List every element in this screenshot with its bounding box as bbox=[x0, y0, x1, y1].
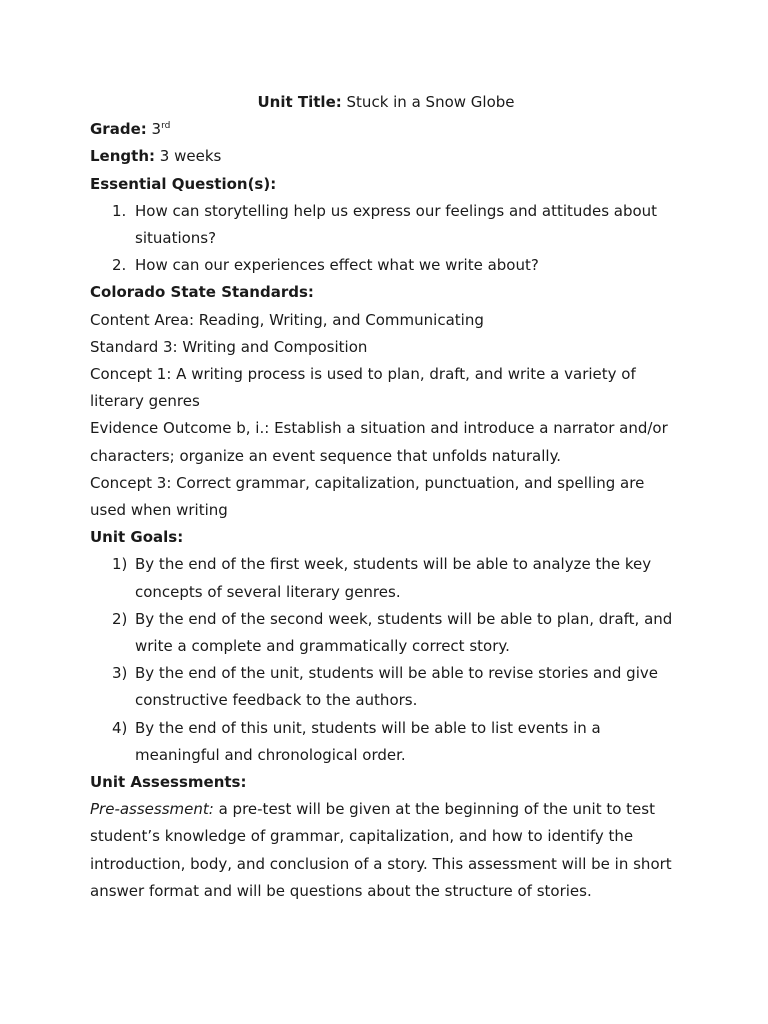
standards-evidence-outcome: Evidence Outcome b, i.: Establish a situation and introduce a narrator and/or characters; organize an event sequence that unfolds naturally. bbox=[90, 419, 668, 465]
standards-heading: Colorado State Standards: bbox=[90, 283, 314, 302]
grade-ordinal: rd bbox=[161, 121, 171, 132]
standards-concept-1: Concept 1: A writing process is used to plan, draft, and write a variety of literary genres bbox=[90, 365, 636, 411]
list-item bbox=[90, 551, 682, 605]
unit-title-line bbox=[90, 89, 682, 116]
list-item bbox=[90, 660, 682, 714]
list-item-text: By the end of the unit, students will be able to revise stories and give constructive feedback to the authors. bbox=[135, 664, 658, 710]
list-item-text: By the end of this unit, students will be able to list events in a meaningful and chronological order. bbox=[135, 718, 601, 764]
list-item bbox=[90, 198, 682, 252]
pre-assessment-label: Pre-assessment: bbox=[90, 800, 214, 819]
list-item bbox=[90, 715, 682, 769]
standards-concept-3: Concept 3: Correct grammar, capitalization, punctuation, and spelling are used when writing bbox=[90, 473, 645, 520]
essential-questions-heading: Essential Question(s): bbox=[90, 174, 277, 193]
unit-assessments-heading: Unit Assessments: bbox=[90, 773, 247, 792]
list-item bbox=[90, 252, 682, 279]
list-item-text: How can our experiences effect what we write about? bbox=[135, 256, 539, 275]
essential-questions-list bbox=[90, 198, 682, 280]
length-value: 3 weeks bbox=[159, 147, 222, 166]
grade-line bbox=[90, 116, 682, 143]
unit-goals-list bbox=[90, 551, 682, 769]
unit-title-label: Unit Title: bbox=[257, 93, 342, 111]
list-item-number: 1) bbox=[112, 555, 128, 574]
pre-assessment-paragraph bbox=[90, 796, 682, 905]
list-item-number: 3) bbox=[112, 664, 128, 683]
grade-value: 3 bbox=[151, 120, 162, 139]
list-item-text: By the end of the second week, students will be able to plan, draft, and write a complete and grammatically correct story. bbox=[135, 609, 673, 656]
list-item-number: 2. bbox=[112, 256, 127, 275]
unit-title-value: Stuck in a Snow Globe bbox=[346, 93, 515, 111]
unit-goals-heading: Unit Goals: bbox=[90, 528, 184, 547]
list-item-number: 4) bbox=[112, 718, 128, 737]
pre-assessment-text: a pre-test will be given at the beginning of the unit to test student’s knowledge of grammar, capitalization, and how to identify the introduction, body, and conclusion of a story. This assessment will be in short answer format and will be questions about the structure of stories. bbox=[90, 800, 672, 900]
grade-label: Grade: bbox=[90, 120, 147, 139]
list-item-text: How can storytelling help us express our feelings and attitudes about situations? bbox=[135, 201, 658, 248]
standards-content-area: Content Area: Reading, Writing, and Communicating bbox=[90, 310, 484, 329]
length-label: Length: bbox=[90, 147, 155, 166]
list-item-text: By the end of the first week, students will be able to analyze the key concepts of several literary genres. bbox=[135, 555, 652, 601]
list-item-number: 1. bbox=[112, 201, 127, 220]
length-line bbox=[90, 143, 682, 170]
list-item-number: 2) bbox=[112, 609, 128, 628]
list-item bbox=[90, 606, 682, 660]
standards-standard: Standard 3: Writing and Composition bbox=[90, 337, 368, 356]
